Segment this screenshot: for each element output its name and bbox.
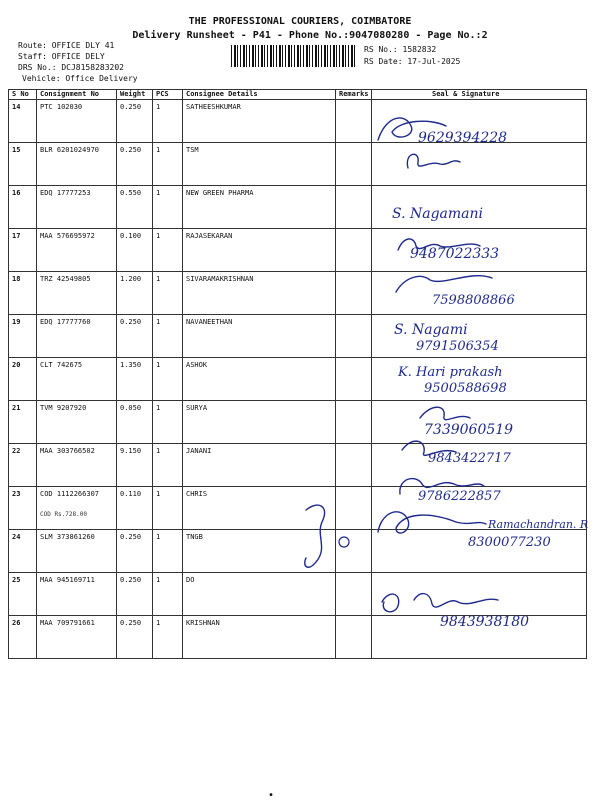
row-sno: 14 <box>9 100 37 143</box>
row-consignment: MAA 709791661 <box>37 616 117 659</box>
row-consignment: MAA 303766502 <box>37 444 117 487</box>
row-pcs: 1 <box>153 186 183 229</box>
row-weight: 0.050 <box>117 401 153 444</box>
row-weight: 0.550 <box>117 186 153 229</box>
row-consignee: SIVARAMAKRISHNAN <box>183 272 336 315</box>
row-consignee: JANANI <box>183 444 336 487</box>
table-row <box>9 315 587 358</box>
row-remarks <box>336 186 372 229</box>
row-signature <box>372 315 587 358</box>
row-weight: 1.200 <box>117 272 153 315</box>
row-signature <box>372 272 587 315</box>
col-sno: S No <box>9 90 37 100</box>
row-sno: 19 <box>9 315 37 358</box>
row-consignment: BLR 6201024970 <box>37 143 117 186</box>
row-sno: 25 <box>9 573 37 616</box>
rs-number: RS No.: 1582832 <box>364 45 437 54</box>
signature-phone-19: 9791506354 <box>416 339 499 354</box>
row-pcs: 1 <box>153 272 183 315</box>
row-pcs: 1 <box>153 573 183 616</box>
table-row <box>9 530 587 573</box>
row-consignee: KRISHNAN <box>183 616 336 659</box>
row-remarks <box>336 229 372 272</box>
row-remarks <box>336 401 372 444</box>
row-signature <box>372 401 587 444</box>
signature-phone-20: 9500588698 <box>424 381 507 396</box>
row-weight: 0.250 <box>117 100 153 143</box>
row-pcs: 1 <box>153 143 183 186</box>
col-seal: Seal & Signature <box>372 90 587 100</box>
row-signature <box>372 186 587 229</box>
signature-phone-23: 9786222857 <box>418 489 501 504</box>
row-consignee: SURYA <box>183 401 336 444</box>
table-row <box>9 229 587 272</box>
row-sno: 15 <box>9 143 37 186</box>
row-signature <box>372 100 587 143</box>
row-pcs: 1 <box>153 358 183 401</box>
row-consignment-number: COD 1112266307 <box>40 490 100 498</box>
row-sno: 16 <box>9 186 37 229</box>
rs-date: RS Date: 17-Jul-2025 <box>364 57 461 66</box>
signature-name-20: K. Hari prakash <box>398 365 503 380</box>
table-row <box>9 444 587 487</box>
signature-name-24: Ramachandran. R <box>488 518 589 531</box>
col-consignment: Consignment No <box>37 90 117 100</box>
signature-name-19: S. Nagami <box>394 322 468 338</box>
row-consignment: SLM 373861260 <box>37 530 117 573</box>
col-consignee: Consignee Details <box>183 90 336 100</box>
row-consignee: ASHOK <box>183 358 336 401</box>
row-weight: 0.250 <box>117 143 153 186</box>
row-remarks <box>336 100 372 143</box>
row-weight: 0.110 <box>117 487 153 530</box>
row-consignment <box>37 487 117 530</box>
row-sno: 21 <box>9 401 37 444</box>
row-pcs: 1 <box>153 229 183 272</box>
row-remarks <box>336 272 372 315</box>
row-signature <box>372 573 587 616</box>
row-consignment: PTC 102030 <box>37 100 117 143</box>
table-header-row <box>9 90 587 100</box>
staff-label: Staff: OFFICE DELY <box>18 52 105 61</box>
row-remarks <box>336 315 372 358</box>
row-remarks <box>336 616 372 659</box>
col-remarks: Remarks <box>336 90 372 100</box>
table-row <box>9 272 587 315</box>
row-signature <box>372 487 587 530</box>
row-sno: 23 <box>9 487 37 530</box>
row-consignee: NAVANEETHAN <box>183 315 336 358</box>
row-pcs: 1 <box>153 444 183 487</box>
row-signature <box>372 616 587 659</box>
table-row <box>9 143 587 186</box>
row-weight: 0.250 <box>117 530 153 573</box>
row-consignee: RAJASEKARAN <box>183 229 336 272</box>
row-sno: 26 <box>9 616 37 659</box>
signature-phone-24: 8300077230 <box>468 535 551 550</box>
row-signature <box>372 143 587 186</box>
row-sno: 24 <box>9 530 37 573</box>
row-remarks <box>336 444 372 487</box>
row-weight: 9.150 <box>117 444 153 487</box>
row-weight: 0.250 <box>117 616 153 659</box>
table-row <box>9 401 587 444</box>
row-consignee: TSM <box>183 143 336 186</box>
row-weight: 0.250 <box>117 315 153 358</box>
row-sno: 20 <box>9 358 37 401</box>
col-weight: Weight <box>117 90 153 100</box>
table-row <box>9 100 587 143</box>
row-sno: 18 <box>9 272 37 315</box>
col-pcs: PCS <box>153 90 183 100</box>
route-label: Route: OFFICE DLY 41 <box>18 41 115 50</box>
row-remarks <box>336 530 372 573</box>
row-signature <box>372 444 587 487</box>
row-pcs: 1 <box>153 530 183 573</box>
row-consignee: SATHEESHKUMAR <box>183 100 336 143</box>
drs-number: DRS No.: DCJ8158283202 <box>18 63 124 72</box>
table-row <box>9 616 587 659</box>
row-consignee: TNGB <box>183 530 336 573</box>
row-pcs: 1 <box>153 315 183 358</box>
row-consignee: CHRIS <box>183 487 336 530</box>
row-consignment: EDQ 17777253 <box>37 186 117 229</box>
signature-phone-14: 9629394228 <box>418 130 508 146</box>
row-weight: 0.250 <box>117 573 153 616</box>
row-sno: 22 <box>9 444 37 487</box>
row-remarks <box>336 487 372 530</box>
row-consignment: CLT 742675 <box>37 358 117 401</box>
barcode <box>231 45 357 67</box>
stapler-mark: • <box>268 790 275 801</box>
signature-phone-22: 9843422717 <box>428 451 511 466</box>
runsheet-table <box>8 89 587 659</box>
row-pcs: 1 <box>153 616 183 659</box>
row-consignment: EDQ 17777760 <box>37 315 117 358</box>
row-signature <box>372 358 587 401</box>
signature-phone-21: 7339060519 <box>424 422 514 438</box>
row-pcs: 1 <box>153 487 183 530</box>
signature-phone-18: 7598808866 <box>432 293 515 308</box>
table-row <box>9 186 587 229</box>
row-consignment: TRZ 42549805 <box>37 272 117 315</box>
row-sno: 17 <box>9 229 37 272</box>
document-title: THE PROFESSIONAL COURIERS, COIMBATORE <box>188 16 412 27</box>
table-row <box>9 358 587 401</box>
signature-phone-26: 9843938180 <box>440 614 530 630</box>
row-weight: 1.350 <box>117 358 153 401</box>
runsheet-subtitle: Delivery Runsheet - P41 - Phone No.:9047080280 - Page No.:2 <box>132 30 488 41</box>
row-signature <box>372 530 587 573</box>
row-weight: 0.100 <box>117 229 153 272</box>
cod-amount-note: COD Rs.728.00 <box>40 511 87 518</box>
signature-phone-17: 9487022333 <box>410 246 500 262</box>
vehicle-label: Vehicle: Office Delivery <box>22 74 138 83</box>
row-remarks <box>336 358 372 401</box>
row-consignee: NEW GREEN PHARMA <box>183 186 336 229</box>
row-consignment: MAA 945169711 <box>37 573 117 616</box>
row-pcs: 1 <box>153 100 183 143</box>
signature-name-16: S. Nagamani <box>392 206 484 222</box>
row-consignee: DO <box>183 573 336 616</box>
table-row <box>9 573 587 616</box>
row-pcs: 1 <box>153 401 183 444</box>
row-remarks <box>336 573 372 616</box>
row-consignment: TVM 9207920 <box>37 401 117 444</box>
row-signature <box>372 229 587 272</box>
table-row <box>9 487 587 530</box>
row-remarks <box>336 143 372 186</box>
row-consignment: MAA 576695972 <box>37 229 117 272</box>
